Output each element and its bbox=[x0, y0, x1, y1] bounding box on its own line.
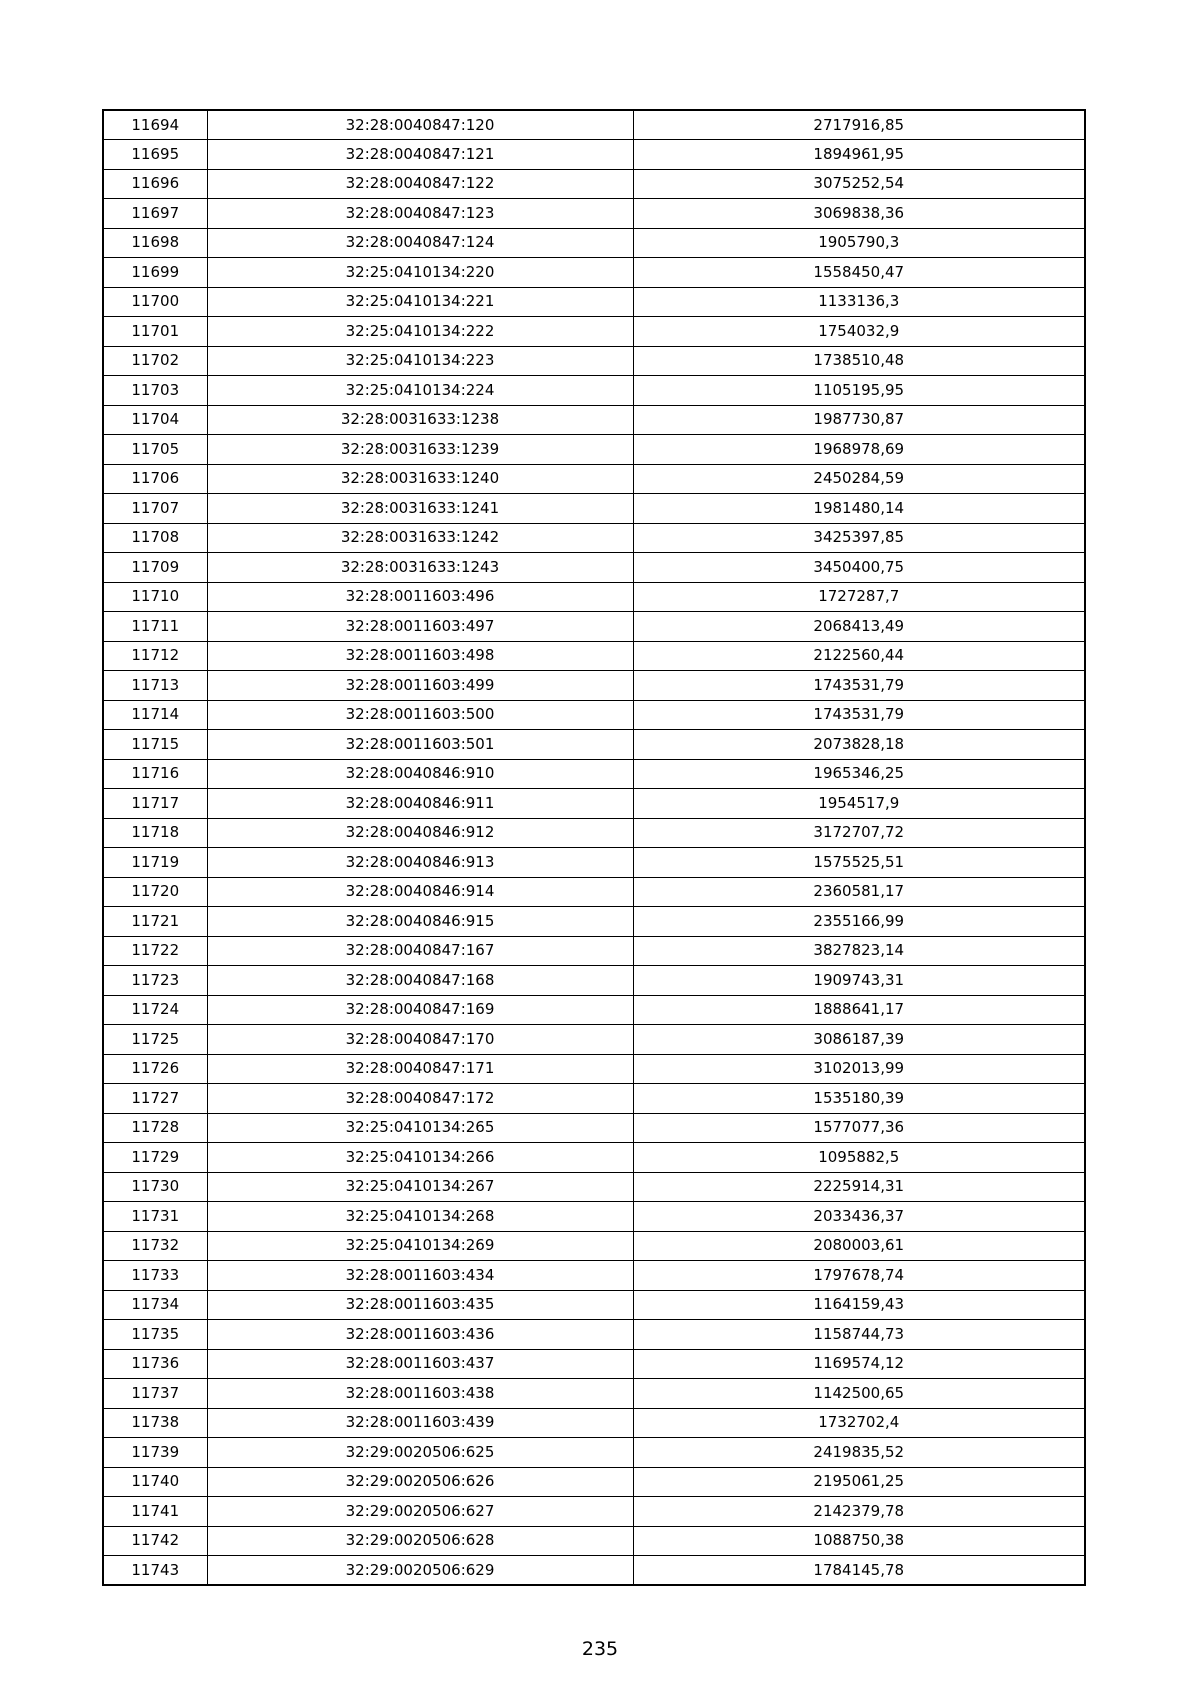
table-row bbox=[103, 1526, 1085, 1556]
value-cell: 1577077,36 bbox=[633, 1113, 1085, 1143]
cadastral-number-cell: 32:25:0410134:268 bbox=[207, 1202, 633, 1232]
row-number-cell: 11720 bbox=[103, 877, 207, 907]
table-row bbox=[103, 1113, 1085, 1143]
cadastral-number-cell: 32:28:0031633:1240 bbox=[207, 464, 633, 494]
table-row bbox=[103, 1349, 1085, 1379]
row-number-cell: 11697 bbox=[103, 199, 207, 229]
row-number-cell: 11713 bbox=[103, 671, 207, 701]
cadastral-number-cell: 32:28:0011603:497 bbox=[207, 612, 633, 642]
table-row bbox=[103, 641, 1085, 671]
cadastral-number-cell: 32:28:0040846:914 bbox=[207, 877, 633, 907]
row-number-cell: 11714 bbox=[103, 700, 207, 730]
table-row bbox=[103, 1379, 1085, 1409]
cadastral-number-cell: 32:25:0410134:266 bbox=[207, 1143, 633, 1173]
table-row bbox=[103, 877, 1085, 907]
value-cell: 2360581,17 bbox=[633, 877, 1085, 907]
page-number: 235 bbox=[581, 1638, 619, 1660]
table-row bbox=[103, 612, 1085, 642]
cadastral-number-cell: 32:28:0040847:167 bbox=[207, 936, 633, 966]
cadastral-number-cell: 32:28:0040846:915 bbox=[207, 907, 633, 937]
row-number-cell: 11700 bbox=[103, 287, 207, 317]
row-number-cell: 11708 bbox=[103, 523, 207, 553]
cadastral-number-cell: 32:28:0031633:1239 bbox=[207, 435, 633, 465]
value-cell: 3450400,75 bbox=[633, 553, 1085, 583]
cadastral-number-cell: 32:28:0011603:436 bbox=[207, 1320, 633, 1350]
cadastral-number-cell: 32:25:0410134:222 bbox=[207, 317, 633, 347]
row-number-cell: 11705 bbox=[103, 435, 207, 465]
row-number-cell: 11729 bbox=[103, 1143, 207, 1173]
value-cell: 1169574,12 bbox=[633, 1349, 1085, 1379]
row-number-cell: 11696 bbox=[103, 169, 207, 199]
value-cell: 1894961,95 bbox=[633, 140, 1085, 170]
row-number-cell: 11709 bbox=[103, 553, 207, 583]
value-cell: 1732702,4 bbox=[633, 1408, 1085, 1438]
row-number-cell: 11737 bbox=[103, 1379, 207, 1409]
cadastral-number-cell: 32:28:0011603:499 bbox=[207, 671, 633, 701]
table-row bbox=[103, 1320, 1085, 1350]
value-cell: 3827823,14 bbox=[633, 936, 1085, 966]
cadastral-number-cell: 32:28:0011603:501 bbox=[207, 730, 633, 760]
cadastral-number-cell: 32:28:0011603:438 bbox=[207, 1379, 633, 1409]
table-row bbox=[103, 1438, 1085, 1468]
row-number-cell: 11699 bbox=[103, 258, 207, 288]
table-row bbox=[103, 789, 1085, 819]
cadastral-number-cell: 32:28:0011603:498 bbox=[207, 641, 633, 671]
table-row bbox=[103, 523, 1085, 553]
table-row bbox=[103, 730, 1085, 760]
cadastral-number-cell: 32:25:0410134:224 bbox=[207, 376, 633, 406]
table-row bbox=[103, 1408, 1085, 1438]
cadastral-number-cell: 32:28:0040846:912 bbox=[207, 818, 633, 848]
cadastral-number-cell: 32:29:0020506:627 bbox=[207, 1497, 633, 1527]
row-number-cell: 11721 bbox=[103, 907, 207, 937]
table-row bbox=[103, 759, 1085, 789]
value-cell: 3075252,54 bbox=[633, 169, 1085, 199]
row-number-cell: 11725 bbox=[103, 1025, 207, 1055]
row-number-cell: 11719 bbox=[103, 848, 207, 878]
cadastral-number-cell: 32:25:0410134:269 bbox=[207, 1231, 633, 1261]
row-number-cell: 11715 bbox=[103, 730, 207, 760]
table-row bbox=[103, 169, 1085, 199]
cadastral-number-cell: 32:28:0011603:496 bbox=[207, 582, 633, 612]
table-row bbox=[103, 346, 1085, 376]
row-number-cell: 11736 bbox=[103, 1349, 207, 1379]
value-cell: 2195061,25 bbox=[633, 1467, 1085, 1497]
value-cell: 3102013,99 bbox=[633, 1054, 1085, 1084]
table-row bbox=[103, 435, 1085, 465]
value-cell: 2419835,52 bbox=[633, 1438, 1085, 1468]
value-cell: 3425397,85 bbox=[633, 523, 1085, 553]
value-cell: 1968978,69 bbox=[633, 435, 1085, 465]
cadastral-number-cell: 32:28:0040846:913 bbox=[207, 848, 633, 878]
value-cell: 1088750,38 bbox=[633, 1526, 1085, 1556]
row-number-cell: 11741 bbox=[103, 1497, 207, 1527]
value-cell: 1743531,79 bbox=[633, 700, 1085, 730]
cadastral-number-cell: 32:28:0040847:122 bbox=[207, 169, 633, 199]
cadastral-number-cell: 32:25:0410134:265 bbox=[207, 1113, 633, 1143]
row-number-cell: 11703 bbox=[103, 376, 207, 406]
cadastral-number-cell: 32:28:0040846:910 bbox=[207, 759, 633, 789]
table-body bbox=[103, 110, 1085, 1585]
row-number-cell: 11740 bbox=[103, 1467, 207, 1497]
value-cell: 1987730,87 bbox=[633, 405, 1085, 435]
table-row bbox=[103, 228, 1085, 258]
row-number-cell: 11743 bbox=[103, 1556, 207, 1586]
table-row bbox=[103, 405, 1085, 435]
cadastral-number-cell: 32:28:0031633:1241 bbox=[207, 494, 633, 524]
table-row bbox=[103, 671, 1085, 701]
table-row bbox=[103, 376, 1085, 406]
table-row bbox=[103, 1290, 1085, 1320]
cadastral-number-cell: 32:25:0410134:223 bbox=[207, 346, 633, 376]
value-cell: 3172707,72 bbox=[633, 818, 1085, 848]
table-row bbox=[103, 907, 1085, 937]
cadastral-number-cell: 32:28:0011603:434 bbox=[207, 1261, 633, 1291]
row-number-cell: 11722 bbox=[103, 936, 207, 966]
row-number-cell: 11698 bbox=[103, 228, 207, 258]
value-cell: 1535180,39 bbox=[633, 1084, 1085, 1114]
table-row bbox=[103, 1231, 1085, 1261]
table-row bbox=[103, 1556, 1085, 1586]
cadastral-number-cell: 32:25:0410134:267 bbox=[207, 1172, 633, 1202]
value-cell: 1784145,78 bbox=[633, 1556, 1085, 1586]
row-number-cell: 11735 bbox=[103, 1320, 207, 1350]
row-number-cell: 11742 bbox=[103, 1526, 207, 1556]
cadastral-number-cell: 32:28:0011603:439 bbox=[207, 1408, 633, 1438]
value-cell: 1981480,14 bbox=[633, 494, 1085, 524]
row-number-cell: 11731 bbox=[103, 1202, 207, 1232]
table-row bbox=[103, 553, 1085, 583]
cadastral-number-cell: 32:29:0020506:626 bbox=[207, 1467, 633, 1497]
cadastral-number-cell: 32:28:0011603:500 bbox=[207, 700, 633, 730]
cadastral-number-cell: 32:29:0020506:628 bbox=[207, 1526, 633, 1556]
table-row bbox=[103, 1202, 1085, 1232]
cadastral-number-cell: 32:28:0011603:435 bbox=[207, 1290, 633, 1320]
row-number-cell: 11728 bbox=[103, 1113, 207, 1143]
row-number-cell: 11695 bbox=[103, 140, 207, 170]
cadastral-number-cell: 32:28:0040847:168 bbox=[207, 966, 633, 996]
value-cell: 1965346,25 bbox=[633, 759, 1085, 789]
value-cell: 1105195,95 bbox=[633, 376, 1085, 406]
row-number-cell: 11739 bbox=[103, 1438, 207, 1468]
cadastral-number-cell: 32:28:0040847:172 bbox=[207, 1084, 633, 1114]
row-number-cell: 11738 bbox=[103, 1408, 207, 1438]
value-cell: 1158744,73 bbox=[633, 1320, 1085, 1350]
value-cell: 1727287,7 bbox=[633, 582, 1085, 612]
value-cell: 2142379,78 bbox=[633, 1497, 1085, 1527]
cadastral-number-cell: 32:29:0020506:629 bbox=[207, 1556, 633, 1586]
row-number-cell: 11701 bbox=[103, 317, 207, 347]
row-number-cell: 11716 bbox=[103, 759, 207, 789]
value-cell: 2717916,85 bbox=[633, 110, 1085, 140]
table-row bbox=[103, 936, 1085, 966]
value-cell: 1164159,43 bbox=[633, 1290, 1085, 1320]
table-row bbox=[103, 199, 1085, 229]
row-number-cell: 11706 bbox=[103, 464, 207, 494]
cadastral-number-cell: 32:28:0040847:170 bbox=[207, 1025, 633, 1055]
row-number-cell: 11723 bbox=[103, 966, 207, 996]
value-cell: 2450284,59 bbox=[633, 464, 1085, 494]
value-cell: 1797678,74 bbox=[633, 1261, 1085, 1291]
value-cell: 3069838,36 bbox=[633, 199, 1085, 229]
cadastral-number-cell: 32:28:0031633:1242 bbox=[207, 523, 633, 553]
cadastral-number-cell: 32:28:0040847:171 bbox=[207, 1054, 633, 1084]
value-cell: 3086187,39 bbox=[633, 1025, 1085, 1055]
cadastral-number-cell: 32:28:0011603:437 bbox=[207, 1349, 633, 1379]
table-row bbox=[103, 1467, 1085, 1497]
value-cell: 1754032,9 bbox=[633, 317, 1085, 347]
cadastral-number-cell: 32:28:0040847:169 bbox=[207, 995, 633, 1025]
cadastral-number-cell: 32:28:0040847:121 bbox=[207, 140, 633, 170]
row-number-cell: 11711 bbox=[103, 612, 207, 642]
value-cell: 1743531,79 bbox=[633, 671, 1085, 701]
row-number-cell: 11730 bbox=[103, 1172, 207, 1202]
cadastral-number-cell: 32:28:0031633:1243 bbox=[207, 553, 633, 583]
table-row bbox=[103, 464, 1085, 494]
row-number-cell: 11717 bbox=[103, 789, 207, 819]
cadastral-number-cell: 32:25:0410134:220 bbox=[207, 258, 633, 288]
row-number-cell: 11702 bbox=[103, 346, 207, 376]
value-cell: 1909743,31 bbox=[633, 966, 1085, 996]
table-row bbox=[103, 1084, 1085, 1114]
table-row bbox=[103, 1143, 1085, 1173]
value-cell: 1095882,5 bbox=[633, 1143, 1085, 1173]
table-row bbox=[103, 1054, 1085, 1084]
value-cell: 2073828,18 bbox=[633, 730, 1085, 760]
registry-table bbox=[102, 109, 1086, 1586]
table-row bbox=[103, 258, 1085, 288]
table-row bbox=[103, 1497, 1085, 1527]
table-row bbox=[103, 848, 1085, 878]
cadastral-number-cell: 32:28:0031633:1238 bbox=[207, 405, 633, 435]
row-number-cell: 11710 bbox=[103, 582, 207, 612]
value-cell: 2080003,61 bbox=[633, 1231, 1085, 1261]
table-row bbox=[103, 110, 1085, 140]
row-number-cell: 11732 bbox=[103, 1231, 207, 1261]
value-cell: 1575525,51 bbox=[633, 848, 1085, 878]
row-number-cell: 11712 bbox=[103, 641, 207, 671]
value-cell: 1888641,17 bbox=[633, 995, 1085, 1025]
row-number-cell: 11718 bbox=[103, 818, 207, 848]
table-row bbox=[103, 700, 1085, 730]
row-number-cell: 11733 bbox=[103, 1261, 207, 1291]
row-number-cell: 11727 bbox=[103, 1084, 207, 1114]
table-row bbox=[103, 1261, 1085, 1291]
value-cell: 2355166,99 bbox=[633, 907, 1085, 937]
value-cell: 1133136,3 bbox=[633, 287, 1085, 317]
row-number-cell: 11707 bbox=[103, 494, 207, 524]
table-row bbox=[103, 140, 1085, 170]
row-number-cell: 11694 bbox=[103, 110, 207, 140]
table-row bbox=[103, 995, 1085, 1025]
value-cell: 1558450,47 bbox=[633, 258, 1085, 288]
value-cell: 2068413,49 bbox=[633, 612, 1085, 642]
value-cell: 2033436,37 bbox=[633, 1202, 1085, 1232]
table-row bbox=[103, 818, 1085, 848]
table-row bbox=[103, 494, 1085, 524]
row-number-cell: 11734 bbox=[103, 1290, 207, 1320]
row-number-cell: 11726 bbox=[103, 1054, 207, 1084]
value-cell: 2225914,31 bbox=[633, 1172, 1085, 1202]
value-cell: 1954517,9 bbox=[633, 789, 1085, 819]
table-row bbox=[103, 1025, 1085, 1055]
table-row bbox=[103, 582, 1085, 612]
cadastral-number-cell: 32:28:0040847:123 bbox=[207, 199, 633, 229]
table-row bbox=[103, 966, 1085, 996]
cadastral-number-cell: 32:25:0410134:221 bbox=[207, 287, 633, 317]
cadastral-number-cell: 32:28:0040847:120 bbox=[207, 110, 633, 140]
value-cell: 2122560,44 bbox=[633, 641, 1085, 671]
value-cell: 1738510,48 bbox=[633, 346, 1085, 376]
table-row bbox=[103, 287, 1085, 317]
cadastral-number-cell: 32:29:0020506:625 bbox=[207, 1438, 633, 1468]
row-number-cell: 11724 bbox=[103, 995, 207, 1025]
table-row bbox=[103, 1172, 1085, 1202]
value-cell: 1142500,65 bbox=[633, 1379, 1085, 1409]
value-cell: 1905790,3 bbox=[633, 228, 1085, 258]
cadastral-number-cell: 32:28:0040846:911 bbox=[207, 789, 633, 819]
table-row bbox=[103, 317, 1085, 347]
row-number-cell: 11704 bbox=[103, 405, 207, 435]
cadastral-number-cell: 32:28:0040847:124 bbox=[207, 228, 633, 258]
